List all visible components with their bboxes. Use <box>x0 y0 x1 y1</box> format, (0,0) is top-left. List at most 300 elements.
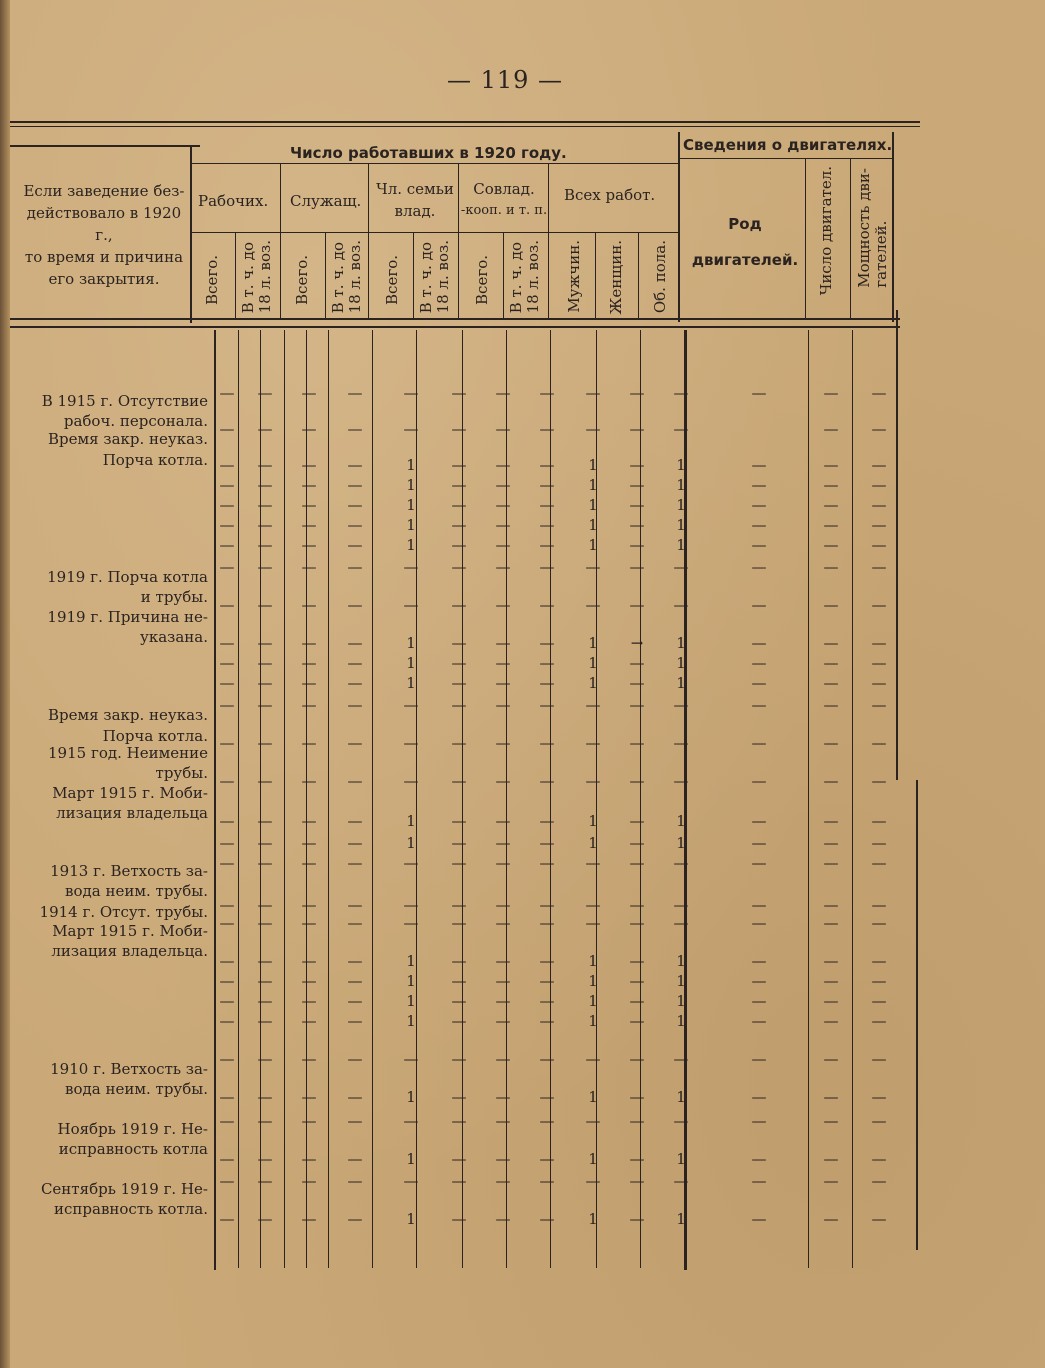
workers-group-header: Число работавших в 1920 году. <box>290 144 567 162</box>
table-cell: — <box>347 972 363 990</box>
table-cell: — <box>495 972 511 990</box>
table-cell: — <box>451 812 467 830</box>
table-cell: — <box>585 558 601 576</box>
table-cell: — <box>301 420 317 438</box>
table-cell: — <box>585 1172 601 1190</box>
table-cell: — <box>219 496 235 514</box>
table-cell: — <box>539 558 555 576</box>
table-cell: — <box>257 558 273 576</box>
table-cell: — <box>301 972 317 990</box>
table-cell: 1 <box>588 634 598 652</box>
engine-cell: — <box>871 384 887 402</box>
engine-cell: — <box>823 992 839 1010</box>
table-cell: — <box>585 772 601 790</box>
closure-reason-line: Порча котла. <box>102 451 208 469</box>
table-cell: — <box>451 914 467 932</box>
closure-reason-line: трубы. <box>155 764 208 782</box>
col-rule-s6 <box>638 232 639 318</box>
table-cell: — <box>673 696 689 714</box>
table-cell: — <box>539 384 555 402</box>
table-cell: — <box>219 456 235 474</box>
table-cell: — <box>629 1012 645 1030</box>
closure-reason-line: 1915 год. Неимение <box>48 744 208 762</box>
table-cell: — <box>219 1012 235 1030</box>
engine-cell: — <box>871 1172 887 1190</box>
table-cell: — <box>495 772 511 790</box>
table-cell: — <box>219 1088 235 1106</box>
closure-reason-line: лизация владельца <box>56 804 208 822</box>
table-cell: 1 <box>588 674 598 692</box>
table-cell: — <box>301 674 317 692</box>
table-cell: — <box>219 812 235 830</box>
table-cell: 1 <box>676 536 686 554</box>
table-cell: — <box>629 654 645 672</box>
table-cell: — <box>629 952 645 970</box>
table-cell: — <box>629 1112 645 1130</box>
table-cell: 1 <box>406 812 416 830</box>
engine-cell: — <box>871 558 887 576</box>
engine-cell: — <box>871 952 887 970</box>
table-cell: — <box>451 1112 467 1130</box>
table-cell: — <box>347 854 363 872</box>
table-cell: — <box>301 496 317 514</box>
table-cell: — <box>451 1172 467 1190</box>
table-cell: — <box>347 772 363 790</box>
table-cell: 1 <box>406 536 416 554</box>
engine-cell: — <box>751 456 767 474</box>
table-cell: — <box>495 952 511 970</box>
table-cell: — <box>585 1112 601 1130</box>
table-cell: — <box>257 812 273 830</box>
closure-reason-line: исправность котла. <box>54 1200 208 1218</box>
table-cell: 1 <box>588 1210 598 1228</box>
table-cell: 1 <box>588 972 598 990</box>
table-cell: 1 <box>588 536 598 554</box>
engine-cell: — <box>823 384 839 402</box>
engine-cell: — <box>823 1210 839 1228</box>
table-cell: — <box>257 834 273 852</box>
table-cell: — <box>347 674 363 692</box>
col-header-ob-pola: Об. пола. <box>651 240 669 314</box>
engine-cell: — <box>871 812 887 830</box>
table-cell: — <box>495 1012 511 1030</box>
engine-cell: — <box>751 896 767 914</box>
engine-cell: — <box>871 734 887 752</box>
header-bottom-rule-2 <box>10 326 900 328</box>
table-cell: — <box>539 812 555 830</box>
table-cell: — <box>219 596 235 614</box>
table-cell: — <box>347 1088 363 1106</box>
engine-cell: — <box>871 654 887 672</box>
table-cell: — <box>347 914 363 932</box>
engine-cell: — <box>871 972 887 990</box>
engine-cell: — <box>823 456 839 474</box>
table-cell: 1 <box>588 456 598 474</box>
table-cell: — <box>219 558 235 576</box>
table-cell: — <box>347 420 363 438</box>
engine-cell: — <box>751 654 767 672</box>
sub-chl-semyi: Чл. семьи влад. <box>376 180 454 220</box>
engine-cell: — <box>751 1050 767 1068</box>
closure-reason-line: 1919 г. Порча котла <box>47 568 208 586</box>
table-cell: — <box>403 420 419 438</box>
engine-cell: — <box>871 536 887 554</box>
sub-sovlad: Совлад. -кооп. и т. п. <box>460 180 548 218</box>
table-cell: — <box>301 1112 317 1130</box>
col-rule-h2 <box>368 163 369 318</box>
table-cell: — <box>347 634 363 652</box>
table-cell: — <box>539 536 555 554</box>
table-cell: — <box>495 384 511 402</box>
table-cell: 1 <box>676 456 686 474</box>
closure-reason-line: вода неим. трубы. <box>65 1080 208 1098</box>
col-rule-h4 <box>548 163 549 318</box>
table-cell: — <box>301 734 317 752</box>
table-cell: — <box>495 914 511 932</box>
table-cell: — <box>257 1172 273 1190</box>
col-header-rod: Род двигателей. <box>691 215 799 269</box>
table-cell: — <box>219 536 235 554</box>
table-cell: — <box>219 834 235 852</box>
table-cell: — <box>495 834 511 852</box>
table-cell: — <box>403 696 419 714</box>
table-cell: — <box>301 456 317 474</box>
table-cell: — <box>219 674 235 692</box>
table-cell: — <box>539 896 555 914</box>
table-cell: — <box>539 496 555 514</box>
engine-cell: — <box>871 456 887 474</box>
table-cell: — <box>495 476 511 494</box>
engine-cell: — <box>751 516 767 534</box>
engine-cell: — <box>751 558 767 576</box>
engine-cell: — <box>751 972 767 990</box>
table-cell: 1 <box>588 496 598 514</box>
table-cell: — <box>257 952 273 970</box>
engine-cell: — <box>871 914 887 932</box>
engine-cell: — <box>751 596 767 614</box>
table-cell: — <box>451 476 467 494</box>
sub-vsekh: Всех работ. <box>564 186 656 204</box>
table-cell: — <box>347 496 363 514</box>
table-cell: — <box>539 456 555 474</box>
table-cell: 1 <box>676 992 686 1010</box>
engine-cell: — <box>823 1088 839 1106</box>
engine-cell: — <box>823 1012 839 1030</box>
col-rule-e2 <box>850 158 851 318</box>
table-cell: — <box>495 516 511 534</box>
table-cell: — <box>219 1150 235 1168</box>
table-cell: 1 <box>588 1150 598 1168</box>
table-cell: 1 <box>406 972 416 990</box>
engine-cell: — <box>751 696 767 714</box>
table-cell: — <box>403 734 419 752</box>
table-cell: — <box>539 1150 555 1168</box>
table-cell: — <box>629 596 645 614</box>
table-cell: 1 <box>406 1150 416 1168</box>
table-cell: — <box>347 558 363 576</box>
col-header-vsego-1: Всего. <box>203 255 221 305</box>
engine-cell: — <box>751 674 767 692</box>
table-cell: 1 <box>406 634 416 652</box>
table-cell: — <box>539 1050 555 1068</box>
col-header-vtch-1: В т. ч. до 18 л. воз. <box>239 240 274 314</box>
table-cell: — <box>629 456 645 474</box>
engine-cell: — <box>823 654 839 672</box>
header-bottom-rule <box>10 318 900 320</box>
table-cell: — <box>257 1088 273 1106</box>
col-rule-e1 <box>805 158 806 318</box>
table-cell: — <box>629 972 645 990</box>
body-rule-13 <box>808 330 809 1268</box>
table-cell: — <box>673 914 689 932</box>
table-cell: — <box>585 854 601 872</box>
table-cell: — <box>301 516 317 534</box>
table-cell: — <box>495 558 511 576</box>
engine-cell: — <box>871 1210 887 1228</box>
table-cell: — <box>403 914 419 932</box>
table-cell: — <box>585 384 601 402</box>
table-cell: — <box>347 536 363 554</box>
table-cell: 1 <box>676 1150 686 1168</box>
table-cell: — <box>539 772 555 790</box>
table-cell: — <box>451 1088 467 1106</box>
table-cell: — <box>673 896 689 914</box>
engine-cell: — <box>751 952 767 970</box>
table-cell: — <box>629 1210 645 1228</box>
table-cell: — <box>403 384 419 402</box>
table-cell: — <box>403 1172 419 1190</box>
table-cell: — <box>301 896 317 914</box>
body-rule-14 <box>852 330 853 1268</box>
table-cell: — <box>257 516 273 534</box>
table-cell: — <box>451 854 467 872</box>
table-cell: 1 <box>676 1012 686 1030</box>
table-cell: — <box>539 952 555 970</box>
engine-cell: — <box>823 734 839 752</box>
engine-cell: — <box>751 384 767 402</box>
table-cell: 1 <box>676 972 686 990</box>
engine-cell: — <box>871 1112 887 1130</box>
table-cell: — <box>673 1112 689 1130</box>
table-cell: — <box>347 476 363 494</box>
table-cell: — <box>539 674 555 692</box>
table-cell: — <box>495 854 511 872</box>
table-cell: — <box>495 496 511 514</box>
table-cell: 1 <box>588 812 598 830</box>
table-cell: — <box>219 1210 235 1228</box>
table-cell: — <box>219 972 235 990</box>
table-cell: — <box>347 384 363 402</box>
table-cell: — <box>629 496 645 514</box>
engine-cell: — <box>823 496 839 514</box>
table-cell: 1 <box>406 476 416 494</box>
closure-reason-line: 1910 г. Ветхость за- <box>50 1060 208 1078</box>
table-cell: — <box>347 952 363 970</box>
table-cell: — <box>347 1112 363 1130</box>
engine-cell: — <box>823 834 839 852</box>
table-cell: 1 <box>676 516 686 534</box>
table-cell: 1 <box>406 516 416 534</box>
engine-cell: — <box>871 674 887 692</box>
table-cell: — <box>219 772 235 790</box>
table-cell: — <box>301 772 317 790</box>
closure-reason-line: рабоч. персонала. <box>63 412 208 430</box>
table-cell: — <box>539 834 555 852</box>
table-cell: — <box>629 834 645 852</box>
table-cell: — <box>539 1012 555 1030</box>
table-cell: — <box>301 634 317 652</box>
table-cell: — <box>673 596 689 614</box>
table-cell: — <box>673 420 689 438</box>
table-cell: — <box>495 896 511 914</box>
table-cell: — <box>219 896 235 914</box>
table-cell: — <box>539 596 555 614</box>
engine-cell: — <box>751 734 767 752</box>
table-cell: — <box>629 896 645 914</box>
col-rule-right-hdr <box>892 132 894 322</box>
engine-cell: — <box>751 834 767 852</box>
table-cell: — <box>629 1150 645 1168</box>
engines-group-header: Сведения о двигателях. <box>683 136 893 154</box>
engine-cell: — <box>823 1050 839 1068</box>
table-cell: 1 <box>406 456 416 474</box>
col-rule-s1 <box>235 232 236 318</box>
table-cell: — <box>301 1088 317 1106</box>
table-cell: — <box>495 1172 511 1190</box>
table-cell: — <box>257 734 273 752</box>
table-cell: — <box>347 456 363 474</box>
table-cell: — <box>219 420 235 438</box>
table-cell: — <box>539 516 555 534</box>
table-cell: — <box>257 420 273 438</box>
engine-cell: — <box>823 634 839 652</box>
table-cell: 1 <box>676 476 686 494</box>
table-cell: — <box>219 914 235 932</box>
table-cell: — <box>301 1050 317 1068</box>
table-cell: — <box>451 420 467 438</box>
table-cell: — <box>347 834 363 852</box>
table-cell: 1 <box>406 834 416 852</box>
table-cell: 1 <box>676 674 686 692</box>
closure-reason-line: Порча котла. <box>102 727 208 745</box>
table-cell: — <box>539 854 555 872</box>
engine-cell: — <box>871 854 887 872</box>
closure-reason-line: 1913 г. Ветхость за- <box>50 862 208 880</box>
table-cell: — <box>219 952 235 970</box>
table-cell: — <box>403 1112 419 1130</box>
table-cell: — <box>301 1150 317 1168</box>
table-cell: — <box>495 456 511 474</box>
engine-cell: — <box>823 1150 839 1168</box>
table-cell: — <box>629 992 645 1010</box>
closure-reason-line: Время закр. неуказ. <box>47 706 208 724</box>
body-rule-5 <box>328 330 329 1268</box>
engine-cell: — <box>871 1012 887 1030</box>
closure-reason-line: Сентябрь 1919 г. Не- <box>40 1180 208 1198</box>
table-cell: — <box>451 772 467 790</box>
col-rule-s5 <box>595 232 596 318</box>
table-cell: — <box>451 952 467 970</box>
table-cell: — <box>347 1050 363 1068</box>
table-cell: — <box>629 476 645 494</box>
sub-sluzhashch: Служащ. <box>290 192 362 210</box>
table-cell: — <box>257 896 273 914</box>
col-header-vsego-4: Всего. <box>473 255 491 305</box>
table-cell: — <box>539 654 555 672</box>
table-cell: — <box>451 896 467 914</box>
engine-cell: — <box>823 674 839 692</box>
table-cell: — <box>451 654 467 672</box>
engine-cell: — <box>823 516 839 534</box>
table-cell: — <box>451 384 467 402</box>
table-cell: 1 <box>588 476 598 494</box>
table-cell: — <box>539 992 555 1010</box>
table-cell: 1 <box>406 992 416 1010</box>
table-cell: — <box>219 384 235 402</box>
table-cell: 1 <box>588 1012 598 1030</box>
engine-cell: — <box>871 834 887 852</box>
table-cell: — <box>539 420 555 438</box>
table-cell: — <box>629 384 645 402</box>
col-header-vsego-2: Всего. <box>293 255 311 305</box>
body-rule-3 <box>284 330 285 1268</box>
left-header: Если заведение без- действовало в 1920 г., то время и причина его закрытия. <box>23 182 185 288</box>
table-cell: — <box>495 420 511 438</box>
col-rule-engines <box>678 132 680 322</box>
col-header-vtch-3: В т. ч. до 18 л. воз. <box>417 240 452 314</box>
col-header-muzhchin: Мужчин. <box>565 240 583 313</box>
table-cell: 1 <box>588 834 598 852</box>
table-cell: — <box>451 734 467 752</box>
table-cell: 1 <box>588 654 598 672</box>
engine-cell: — <box>823 696 839 714</box>
table-cell: — <box>495 1050 511 1068</box>
engine-cell: — <box>823 476 839 494</box>
top-rule-thin <box>10 126 920 127</box>
table-cell: — <box>629 674 645 692</box>
table-cell: — <box>629 420 645 438</box>
table-cell: — <box>347 992 363 1010</box>
table-cell: — <box>219 634 235 652</box>
col-rule-left <box>190 145 192 323</box>
engine-cell: — <box>871 696 887 714</box>
engine-cell: — <box>751 1088 767 1106</box>
table-cell: — <box>403 558 419 576</box>
closure-reason-line: 1919 г. Причина не- <box>47 608 208 626</box>
table-cell: — <box>219 696 235 714</box>
engine-cell: — <box>871 896 887 914</box>
table-cell: — <box>301 536 317 554</box>
table-cell: — <box>451 596 467 614</box>
table-cell: — <box>629 536 645 554</box>
col-header-chislo-dvig: Число двигател. <box>817 166 835 296</box>
table-cell: — <box>495 596 511 614</box>
table-cell: — <box>495 734 511 752</box>
table-cell: — <box>451 1012 467 1030</box>
table-cell: 1 <box>588 952 598 970</box>
engine-cell: — <box>871 992 887 1010</box>
table-cell: — <box>495 1112 511 1130</box>
col-rule-h1 <box>280 163 281 318</box>
engine-cell: — <box>751 772 767 790</box>
table-cell: — <box>539 696 555 714</box>
table-cell: — <box>301 696 317 714</box>
closure-reason-line: Ноябрь 1919 г. Не- <box>57 1120 208 1138</box>
table-cell: — <box>301 1012 317 1030</box>
table-cell: — <box>219 516 235 534</box>
table-cell: — <box>257 1210 273 1228</box>
engine-cell: — <box>823 772 839 790</box>
